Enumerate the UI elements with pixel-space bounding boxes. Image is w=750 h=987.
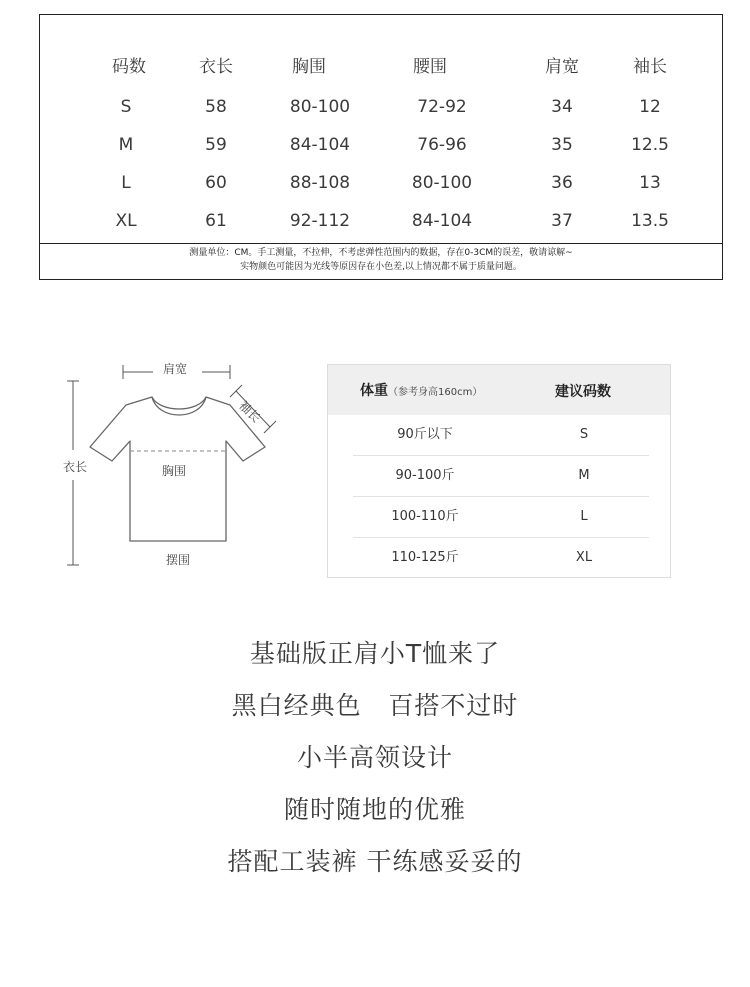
hem-label: 摆围: [166, 553, 191, 567]
table-divider: [40, 243, 722, 244]
header-length: 衣长: [199, 57, 233, 77]
description-line: 搭配工装裤 干练感妥妥的: [227, 847, 523, 876]
cell-size: S: [579, 427, 589, 442]
header-chest: 胸围: [292, 57, 326, 77]
sleeve-label: 袖长: [236, 398, 264, 426]
cell-sleeve: 13.5: [631, 211, 669, 231]
cell-waist: 80-100: [411, 173, 473, 193]
note-line-2: 实物颜色可能因为光线等原因存在小色差,以上情况都不属于质量问题。: [240, 262, 522, 272]
table-row: [353, 538, 649, 578]
cell-shoulder: 35: [551, 135, 573, 155]
cell-length: 60: [205, 173, 227, 193]
shoulder-label: 肩宽: [163, 362, 188, 376]
table-row: [40, 92, 722, 122]
cell-size: S: [120, 97, 132, 117]
cell-chest: 92-112: [289, 211, 351, 231]
cell-length: 61: [205, 211, 227, 231]
size-chart: [39, 14, 723, 280]
cell-waist: 76-96: [417, 135, 467, 155]
header-weight: [360, 380, 482, 400]
cell-shoulder: 34: [551, 97, 573, 117]
table-row: [40, 130, 722, 160]
header-size: 码数: [112, 57, 146, 77]
cell-length: 58: [205, 97, 227, 117]
description-line: 随时随地的优雅: [283, 795, 466, 824]
cell-weight: 90斤以下: [397, 427, 453, 442]
table-row: [353, 456, 649, 497]
cell-size: M: [578, 468, 590, 483]
cell-sleeve: 12: [639, 97, 661, 117]
cell-chest: 80-100: [289, 97, 351, 117]
cell-chest: 84-104: [289, 135, 351, 155]
header-weight-text: 体重: [360, 383, 388, 399]
description-line: 黑白经典色 百搭不过时: [231, 691, 519, 720]
table-row: [40, 168, 722, 198]
table-row: [353, 497, 649, 538]
cell-waist: 84-104: [411, 211, 473, 231]
cell-size: XL: [575, 550, 593, 565]
cell-shoulder: 36: [551, 173, 573, 193]
cell-weight: 100-110斤: [391, 509, 459, 524]
table-row: [353, 415, 649, 456]
cell-sleeve: 12.5: [631, 135, 669, 155]
cell-size: M: [118, 135, 134, 155]
cell-weight: 110-125斤: [391, 550, 459, 565]
cell-length: 59: [205, 135, 227, 155]
tshirt-diagram: [60, 355, 290, 580]
weight-size-table: [327, 364, 671, 578]
header-waist: 腰围: [413, 57, 447, 77]
header-suggested-size: 建议码数: [555, 384, 611, 400]
cell-waist: 72-92: [417, 97, 467, 117]
table-row: [40, 206, 722, 236]
measurement-note: [40, 246, 722, 274]
size-table: [40, 15, 722, 243]
description-line: 小半高领设计: [296, 743, 453, 772]
cell-weight: 90-100斤: [395, 468, 455, 483]
cell-shoulder: 37: [551, 211, 573, 231]
cell-size: L: [580, 509, 588, 524]
cell-sleeve: 13: [639, 173, 661, 193]
description-line: 基础版正肩小T恤来了: [249, 639, 501, 668]
header-weight-note: （参考身高160cm）: [388, 387, 483, 398]
length-label: 衣长: [63, 460, 88, 474]
header-shoulder: 肩宽: [545, 57, 579, 77]
cell-chest: 88-108: [289, 173, 351, 193]
cell-size: L: [121, 173, 131, 193]
cell-size: XL: [115, 211, 137, 231]
product-description: [0, 628, 750, 888]
note-line-1: 测量单位：CM。手工测量，不拉伸，不考虑弹性范围内的数据，存在0-3CM的误差，敬请谅解~: [189, 248, 573, 258]
chest-label: 胸围: [162, 464, 187, 478]
weight-table-header: [328, 365, 670, 415]
size-table-header: [40, 52, 722, 82]
header-sleeve: 袖长: [633, 57, 667, 77]
